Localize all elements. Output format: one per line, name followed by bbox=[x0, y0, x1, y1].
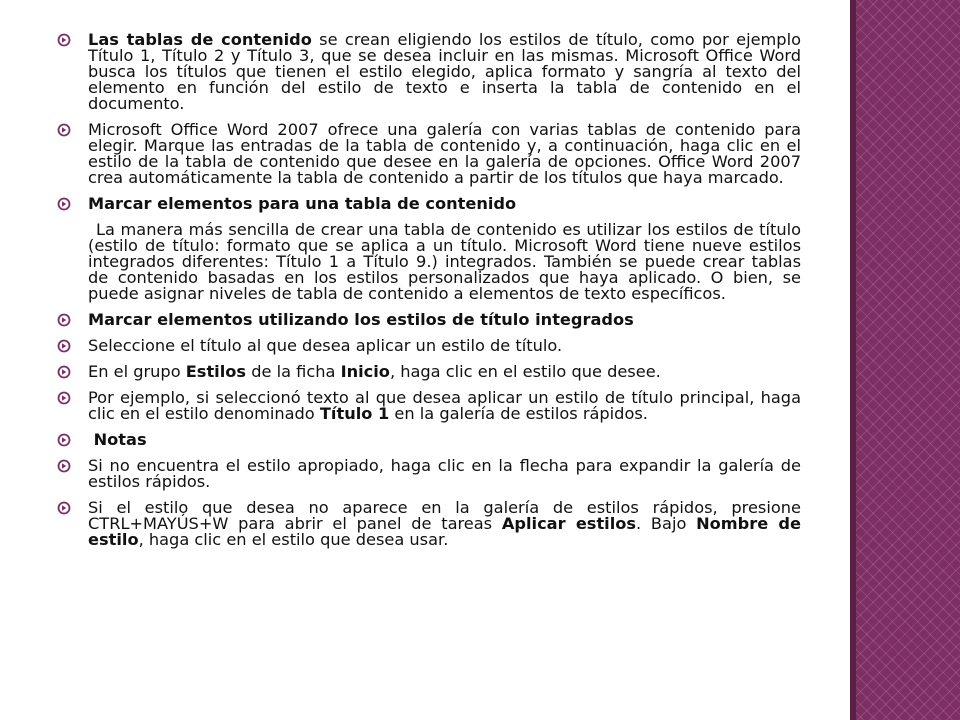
bullet-heading-marcar-elementos bbox=[57, 196, 801, 212]
bullet-heading-estilos-integrados bbox=[57, 312, 801, 328]
item-text: de la ficha bbox=[246, 362, 341, 381]
bullet-item-aplicar-estilos bbox=[57, 500, 801, 548]
bullet-item-seleccione bbox=[57, 338, 801, 354]
bold-lead: Las tablas de contenido bbox=[88, 30, 312, 49]
bold-term: Aplicar estilos bbox=[501, 514, 637, 533]
bullet-item-galeria bbox=[57, 122, 801, 186]
item-text: , haga clic en el estilo que desee. bbox=[389, 362, 661, 381]
bullet-icon bbox=[57, 391, 71, 405]
bullet-item-por-ejemplo bbox=[57, 390, 801, 422]
item-text: Por ejemplo, si seleccionó texto al que desea aplicar un estilo de título principal, haga clic en el estilo denominado bbox=[88, 388, 801, 423]
section-heading: Marcar elementos utilizando los estilos de título integrados bbox=[88, 310, 634, 329]
bullet-icon bbox=[57, 501, 71, 515]
bullet-icon bbox=[57, 123, 71, 137]
bullet-icon bbox=[57, 197, 71, 211]
bullet-item-no-encuentra bbox=[57, 458, 801, 490]
bullet-item-grupo-estilos bbox=[57, 364, 801, 380]
bullet-icon bbox=[57, 459, 71, 473]
bullet-icon bbox=[57, 433, 71, 447]
item-text: En el grupo bbox=[88, 362, 186, 381]
section-heading: Marcar elementos para una tabla de contenido bbox=[88, 194, 517, 213]
bold-term: Inicio bbox=[340, 362, 390, 381]
bullet-heading-notas bbox=[57, 432, 801, 448]
section-heading: Notas bbox=[88, 430, 147, 449]
bullet-icon bbox=[57, 365, 71, 379]
item-text: Seleccione el título al que desea aplicar un estilo de título. bbox=[88, 336, 563, 355]
body-paragraph: La manera más sencilla de crear una tabla de contenido es utilizar los estilos de título (estilo de título: formato que se aplica a un título. Microsoft Word tiene nueve estilos integrados diferentes: Título 1 a Título 9.) integrados. También se puede crear tablas de contenido basadas en los estilos personalizados que haya aplicado. O bien, se puede asignar niveles de tabla de contenido a elementos de texto específicos. bbox=[88, 220, 801, 303]
item-text: Si no encuentra el estilo apropiado, haga clic en la flecha para expandir la galería de estilos rápidos. bbox=[88, 456, 801, 491]
bullet-icon bbox=[57, 313, 71, 327]
item-text: , haga clic en el estilo que desea usar. bbox=[138, 530, 449, 549]
item-text: se crean eligiendo los estilos de título, como por ejemplo Título 1, Título 2 y Título 3, que se desea incluir en las mismas. Microsoft Office Word busca los títulos que tienen el estilo elegido, aplica formato y sangría al texto del elemento en función del estilo de texto e inserta la tabla de contenido en el documento. bbox=[88, 30, 801, 113]
bullet-icon bbox=[57, 339, 71, 353]
bold-term: Título 1 bbox=[319, 404, 390, 423]
bullet-icon bbox=[57, 33, 71, 47]
item-text: . Bajo bbox=[636, 514, 697, 533]
slide-content bbox=[57, 32, 801, 558]
item-text: Microsoft Office Word 2007 ofrece una galería con varias tablas de contenido para elegir. Marque las entradas de la tabla de contenido y, a continuación, haga clic en el estilo de la tabla de contenido que desee en la galería de opciones. Office Word 2007 crea automáticamente la tabla de contenido a partir de los títulos que haya marcado. bbox=[88, 120, 801, 187]
decorative-side-panel bbox=[850, 0, 960, 720]
bold-term: Nombre de estilo bbox=[88, 514, 801, 549]
bold-term: Estilos bbox=[185, 362, 247, 381]
item-text: en la galería de estilos rápidos. bbox=[389, 404, 648, 423]
bullet-item-tablas-contenido bbox=[57, 32, 801, 112]
item-text: Si el estilo que desea no aparece en la galería de estilos rápidos, presione CTRL+MAYÚS+W para abrir el panel de tareas bbox=[88, 498, 801, 533]
